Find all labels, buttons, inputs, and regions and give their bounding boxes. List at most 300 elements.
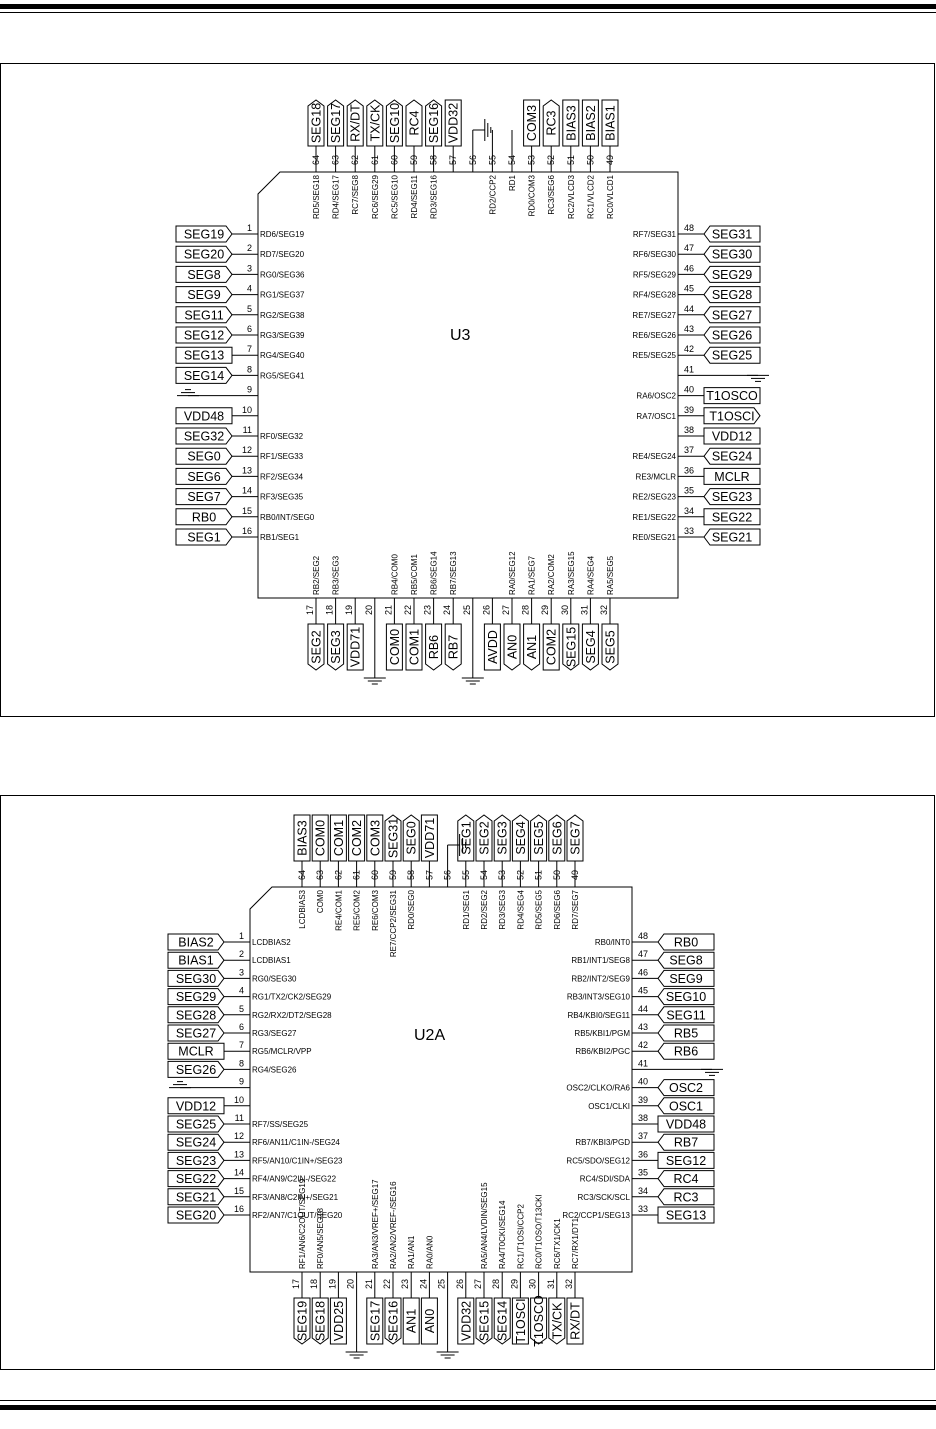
pin-2-number: 2 — [246, 243, 252, 254]
pin-28-function-label: RA1/SEG7 — [527, 555, 537, 595]
pin-50-number: 50 — [585, 154, 596, 165]
net-label-vdd48: VDD48 — [183, 409, 225, 424]
pin-60-number: 60 — [369, 869, 380, 880]
pin-6-number: 6 — [246, 324, 252, 334]
net-label-tx-ck: TX/CK — [368, 104, 383, 142]
pin-25-number: 25 — [436, 1279, 447, 1290]
pin-49-function-label: RD7/SEG7 — [571, 890, 580, 930]
pin-30-number: 30 — [527, 1279, 538, 1290]
pin-46-function-label: RF5/SEG29 — [632, 270, 676, 280]
pin-20-number: 20 — [363, 605, 374, 616]
net-label-vdd12: VDD12 — [711, 429, 753, 444]
pin-31-function-label: RA4/SEG4 — [586, 555, 596, 595]
pin-18-number: 18 — [309, 1279, 320, 1290]
net-label-com2: COM2 — [350, 819, 365, 857]
pin-48-function-label: RF7/SEG31 — [632, 230, 676, 239]
pin-53-function-label: RD3/SEG3 — [498, 890, 508, 930]
net-label-seg23: SEG23 — [711, 490, 753, 505]
pin-58-function-label: RD0/SEG0 — [407, 890, 417, 930]
pin-19-number: 19 — [327, 1279, 338, 1290]
pin-63-number: 63 — [315, 869, 326, 880]
pin-55-number: 55 — [487, 154, 498, 165]
net-label-seg11: SEG11 — [666, 1008, 706, 1023]
net-label-seg30: SEG30 — [175, 971, 217, 986]
pin-18-function-label: RB3/SEG3 — [331, 555, 341, 595]
net-label-seg1: SEG1 — [459, 821, 474, 855]
pin-26-number: 26 — [481, 605, 492, 616]
pin-28-number: 28 — [520, 605, 531, 616]
pin-34-function-label: RC3/SCK/SCL — [577, 1192, 630, 1202]
pin-21-function-label: RB4/COM0 — [390, 554, 400, 595]
pin-26-number: 26 — [454, 1279, 465, 1290]
pin-30-number: 30 — [559, 605, 570, 616]
pin-4-number: 4 — [246, 283, 252, 294]
pin-29-function-label: RC1/T1OSI/CCP2 — [516, 1204, 526, 1269]
net-label-avdd: AVDD — [485, 630, 500, 664]
pin-1-function-label: RD6/SEG19 — [260, 230, 305, 239]
net-label-mclr: MCLR — [714, 469, 750, 484]
pin-58-number: 58 — [428, 154, 439, 165]
pin-57-number: 57 — [424, 869, 435, 880]
net-label-seg2: SEG2 — [477, 821, 492, 855]
pin-24-function-label: RB7/SEG13 — [449, 551, 459, 595]
pin-23-number: 23 — [400, 1279, 411, 1290]
net-label-rx-dt: RX/DT — [568, 1302, 583, 1340]
net-label-rb0: RB0 — [191, 510, 217, 525]
pin-64-function-label: RD5/SEG18 — [312, 175, 321, 220]
pin-29-function-label: RA2/COM2 — [547, 554, 557, 595]
pin-55-function-label: RD2/CCP2 — [488, 175, 498, 215]
pin-22-number: 22 — [382, 1279, 392, 1290]
pin-48-number: 48 — [684, 223, 695, 233]
pin-39-function-label: RA7/OSC1 — [636, 411, 676, 421]
net-label-seg21: SEG21 — [711, 530, 753, 545]
pin-39-number: 39 — [684, 404, 695, 415]
net-label-rb5: RB5 — [673, 1026, 699, 1041]
net-label-rb0: RB0 — [673, 935, 699, 950]
pin-8-number: 8 — [246, 364, 252, 375]
net-label-seg5: SEG5 — [532, 821, 547, 855]
pin-51-function-label: RC2/VLCD3 — [566, 175, 576, 220]
pin-2-function-label: RD7/SEG20 — [260, 250, 305, 260]
pin-37-number: 37 — [684, 445, 695, 456]
pin-11-number: 11 — [242, 425, 252, 435]
net-label-seg31: SEG31 — [386, 817, 401, 859]
net-label-seg32: SEG32 — [183, 429, 225, 444]
net-label-seg0: SEG0 — [187, 449, 221, 464]
pin-22-function-label: RB5/COM1 — [410, 554, 419, 595]
pin-9-ground-icon — [169, 1082, 191, 1088]
pin-56-number: 56 — [442, 869, 453, 880]
pin-23-function-label: RA1/AN1 — [407, 1235, 417, 1269]
pin-12-function-label: RF6/AN11/C1IN-/SEG24 — [252, 1138, 340, 1148]
net-label-seg0: SEG0 — [404, 821, 419, 855]
pin-11-function-label: RF0/SEG32 — [260, 432, 304, 441]
pin-42-function-label: RB6/KBI2/PGC — [575, 1047, 630, 1057]
pin-24-number: 24 — [418, 1279, 429, 1290]
net-label-seg10: SEG10 — [665, 990, 707, 1005]
net-label-seg19: SEG19 — [295, 1300, 310, 1342]
net-label-seg7: SEG7 — [568, 821, 583, 855]
pin-43-number: 43 — [638, 1022, 649, 1032]
net-label-rx-dt: RX/DT — [348, 104, 363, 142]
pin-15-number: 15 — [241, 505, 252, 516]
pin-19-number: 19 — [344, 605, 355, 616]
net-label-seg8: SEG8 — [669, 953, 703, 968]
pin-32-number: 32 — [564, 1279, 574, 1290]
pin-38-number: 38 — [684, 425, 695, 435]
pin-46-function-label: RB2/INT2/SEG9 — [571, 974, 630, 984]
pin-43-function-label: RB5/KBI1/PGM — [574, 1029, 630, 1038]
pin-18-number: 18 — [324, 605, 335, 616]
pin-39-number: 39 — [638, 1094, 649, 1105]
net-label-seg17: SEG17 — [329, 102, 344, 144]
net-label-seg12: SEG12 — [183, 328, 225, 343]
net-label-seg6: SEG6 — [550, 821, 565, 855]
net-label-seg16: SEG16 — [427, 102, 442, 144]
net-label-an0: AN0 — [422, 1308, 437, 1334]
pin-32-number: 32 — [599, 605, 609, 616]
pin-38-number: 38 — [638, 1113, 649, 1123]
net-label-seg10: SEG10 — [387, 102, 402, 144]
pin-37-function-label: RB7/KBI3/PGD — [575, 1138, 630, 1148]
pin-55-number: 55 — [460, 869, 471, 880]
pin-18-function-label: RF0/AN5/SEG18 — [316, 1208, 326, 1269]
pin-5-function-label: RG2/SEG38 — [260, 310, 305, 320]
pin-27-number: 27 — [473, 1279, 483, 1290]
pin-1-number: 1 — [238, 931, 244, 941]
pin-50-function-label: RC1/VLCD2 — [586, 175, 596, 220]
pin-27-function-label: RA5/AN4/LVDIN/SEG15 — [480, 1182, 489, 1269]
pin-37-function-label: RE4/SEG24 — [632, 452, 676, 462]
pin-12-number: 12 — [241, 445, 252, 456]
pin-40-number: 40 — [638, 1076, 649, 1087]
pin-41-number: 41 — [638, 1058, 649, 1069]
pin-54-number: 54 — [479, 869, 489, 880]
pin-5-number: 5 — [238, 1003, 244, 1014]
pin-15-number: 15 — [233, 1185, 244, 1196]
pin-28-function-label: RA4/T0CKI/SEG14 — [498, 1200, 508, 1269]
pin-32-function-label: RA5/SEG5 — [606, 555, 615, 595]
pin-44-function-label: RB4/KBI0/SEG11 — [567, 1010, 630, 1020]
pin-14-function-label: RF4/AN9/C2IN-/SEG22 — [252, 1174, 337, 1184]
pin-3-number: 3 — [238, 967, 244, 978]
net-label-seg28: SEG28 — [711, 288, 753, 303]
net-label-seg16: SEG16 — [386, 1300, 401, 1342]
net-label-an0: AN0 — [505, 634, 520, 660]
net-label-com0: COM0 — [313, 819, 328, 857]
net-label-vdd12: VDD12 — [175, 1099, 217, 1114]
pin-22-number: 22 — [403, 605, 413, 616]
pin-27-number: 27 — [501, 605, 511, 616]
pin-44-number: 44 — [638, 1003, 649, 1014]
pin-9-number: 9 — [246, 384, 252, 395]
net-label-seg3: SEG3 — [329, 630, 344, 664]
pin-54-function-label: RD2/SEG2 — [480, 890, 489, 930]
pin-10-number: 10 — [233, 1094, 244, 1105]
pin-17-number: 17 — [291, 1279, 301, 1290]
pin-32-function-label: RC7/RX1/DT1 — [571, 1217, 580, 1269]
net-label-bias3: BIAS3 — [564, 105, 579, 141]
pin-44-function-label: RE7/SEG27 — [632, 310, 676, 320]
pin-59-number: 59 — [409, 154, 419, 165]
pin-47-number: 47 — [638, 949, 649, 960]
net-label-seg8: SEG8 — [187, 267, 221, 282]
pin-54-function-label: RD1 — [508, 175, 517, 192]
pin-49-function-label: RC0/VLCD1 — [606, 175, 615, 220]
net-label-vdd71: VDD71 — [348, 626, 363, 668]
net-label-bias3: BIAS3 — [295, 820, 310, 856]
pin-58-function-label: RD3/SEG16 — [429, 175, 439, 220]
pin-40-number: 40 — [684, 384, 695, 395]
pin-31-function-label: RC6/TX1/CK1 — [552, 1218, 562, 1269]
net-label-vdd25: VDD25 — [331, 1300, 346, 1342]
net-label-an1: AN1 — [404, 1308, 419, 1334]
net-label-seg29: SEG29 — [175, 990, 217, 1005]
net-label-seg13: SEG13 — [665, 1208, 707, 1223]
pin-23-function-label: RB6/SEG14 — [429, 551, 439, 595]
net-label-seg21: SEG21 — [175, 1190, 217, 1205]
net-label-seg25: SEG25 — [711, 348, 753, 363]
pin-48-number: 48 — [638, 931, 649, 941]
pin-64-function-label: LCDBIAS3 — [298, 890, 307, 929]
pin-40-function-label: RA6/OSC2 — [636, 391, 676, 401]
pin-13-function-label: RF5/AN10/C1IN+/SEG23 — [252, 1156, 343, 1166]
net-label-vdd71: VDD71 — [422, 817, 437, 859]
pin-60-number: 60 — [389, 154, 400, 165]
pin-61-number: 61 — [351, 869, 362, 880]
pin-21-function-label: RA3/AN3/VREF+/SEG17 — [370, 1179, 380, 1269]
pin-4-function-label: RG1/TX2/CK2/SEG29 — [252, 992, 332, 1002]
pin-33-function-label: RC2/CCP1/SEG13 — [562, 1211, 630, 1220]
pin-61-function-label: RC6/SEG29 — [370, 175, 380, 220]
pin-35-function-label: RC4/SDI/SDA — [579, 1174, 630, 1184]
net-label-rb6: RB6 — [673, 1044, 699, 1059]
pin-61-function-label: RE5/COM2 — [352, 890, 362, 931]
pin-34-number: 34 — [684, 505, 695, 516]
net-label-seg9: SEG9 — [669, 971, 703, 986]
pin-56-number: 56 — [467, 154, 478, 165]
net-label-seg14: SEG14 — [495, 1300, 510, 1342]
pin-62-function-label: RE4/COM1 — [334, 890, 344, 931]
net-label-seg19: SEG19 — [183, 227, 225, 242]
pin-45-number: 45 — [684, 283, 695, 294]
net-label-com1: COM1 — [407, 628, 422, 666]
pin-15-function-label: RB0/INT/SEG0 — [260, 512, 315, 522]
net-label-seg15: SEG15 — [564, 626, 579, 668]
pin-16-function-label: RB1/SEG1 — [260, 533, 300, 542]
pin-39-function-label: OSC1/CLKI — [588, 1101, 630, 1111]
net-label-seg6: SEG6 — [187, 469, 221, 484]
net-label-seg13: SEG13 — [183, 348, 225, 363]
pin-44-number: 44 — [684, 303, 695, 314]
pin-34-function-label: RE1/SEG22 — [632, 512, 676, 522]
pin-62-number: 62 — [350, 154, 361, 165]
net-label-vdd32: VDD32 — [459, 1300, 474, 1342]
net-label-rc3: RC3 — [544, 110, 559, 136]
pin-33-number: 33 — [684, 526, 695, 536]
net-label-seg17: SEG17 — [368, 1300, 383, 1342]
pin-14-number: 14 — [241, 485, 252, 496]
pin-30-function-label: RA3/SEG15 — [566, 551, 576, 595]
net-label-seg18: SEG18 — [309, 102, 324, 144]
pin-59-function-label: RE7/CCP2/SEG31 — [389, 890, 398, 958]
pin-13-function-label: RF2/SEG34 — [260, 472, 304, 482]
net-label-seg28: SEG28 — [175, 1008, 217, 1023]
net-label-seg30: SEG30 — [711, 247, 753, 262]
pin-6-function-label: RG3/SEG27 — [252, 1029, 297, 1038]
pin-49-number: 49 — [570, 869, 580, 880]
pin-41-ground-icon — [701, 1069, 723, 1075]
pin-50-function-label: RD6/SEG6 — [552, 890, 562, 930]
net-label-seg9: SEG9 — [187, 288, 221, 303]
pin-14-function-label: RF3/SEG35 — [260, 492, 304, 502]
net-label-bias1: BIAS1 — [178, 953, 214, 968]
pin-63-function-label: COM0 — [316, 890, 326, 914]
pin-25-number: 25 — [461, 605, 472, 616]
pin-64-number: 64 — [297, 869, 307, 880]
pin-62-number: 62 — [333, 869, 344, 880]
pin-17-function-label: RF1/AN6/C2OUT/SEG19 — [298, 1178, 307, 1269]
net-label-t1osci: T1OSCI — [709, 409, 755, 424]
pin-11-function-label: RF7/SS/SEG25 — [252, 1120, 309, 1129]
pin-21-number: 21 — [383, 605, 394, 616]
pin-35-function-label: RE2/SEG23 — [632, 492, 676, 502]
net-label-osc1: OSC1 — [668, 1099, 704, 1114]
pin-7-number: 7 — [238, 1040, 244, 1051]
pin-16-function-label: RF2/AN7/C1OUT/SEG20 — [252, 1211, 343, 1220]
pin-8-function-label: RG5/SEG41 — [260, 371, 305, 381]
net-label-seg5: SEG5 — [603, 630, 618, 664]
net-label-com0: COM0 — [387, 628, 402, 666]
pin-54-number: 54 — [507, 154, 517, 165]
pin-22-function-label: RA2/AN2/VREF-/SEG16 — [389, 1181, 398, 1269]
net-label-tx-ck: TX/CK — [550, 1302, 565, 1340]
pin-5-number: 5 — [246, 303, 252, 314]
pin-45-number: 45 — [638, 985, 649, 996]
pin-16-number: 16 — [233, 1204, 244, 1214]
pin-51-number: 51 — [533, 869, 544, 880]
pin-63-function-label: RD4/SEG17 — [331, 175, 341, 220]
pin-42-number: 42 — [638, 1040, 649, 1051]
pin-50-number: 50 — [551, 869, 562, 880]
pin-2-function-label: LCDBIAS1 — [252, 956, 291, 966]
net-label-osc2: OSC2 — [668, 1081, 704, 1096]
pin-33-number: 33 — [638, 1204, 649, 1214]
net-label-seg18: SEG18 — [313, 1300, 328, 1342]
net-label-t1osco: T1OSCO — [706, 389, 758, 404]
pin-43-function-label: RE6/SEG26 — [632, 331, 676, 340]
pin-10-number: 10 — [241, 404, 252, 415]
pin-17-function-label: RB2/SEG2 — [312, 555, 321, 595]
net-label-rc4: RC4 — [673, 1172, 699, 1187]
net-label-com3: COM3 — [368, 819, 383, 857]
pin-52-number: 52 — [515, 869, 526, 880]
pin-12-number: 12 — [233, 1131, 244, 1142]
pin-8-number: 8 — [238, 1058, 244, 1069]
pin-3-number: 3 — [246, 263, 252, 274]
net-label-bias1: BIAS1 — [603, 105, 618, 141]
net-label-seg12: SEG12 — [665, 1153, 707, 1168]
net-label-seg20: SEG20 — [175, 1208, 217, 1223]
pin-37-number: 37 — [638, 1131, 649, 1142]
pin-53-number: 53 — [526, 154, 537, 165]
pin-62-function-label: RC7/SEG8 — [351, 175, 361, 215]
pin-46-number: 46 — [638, 967, 649, 978]
net-label-seg23: SEG23 — [175, 1153, 217, 1168]
pin-42-function-label: RE5/SEG25 — [632, 351, 676, 361]
net-label-seg27: SEG27 — [175, 1026, 217, 1041]
pin-53-function-label: RD0/COM3 — [527, 175, 537, 217]
pin-13-number: 13 — [233, 1149, 244, 1160]
net-label-bias2: BIAS2 — [583, 105, 598, 141]
pin-20-number: 20 — [345, 1279, 356, 1290]
net-label-bias2: BIAS2 — [178, 935, 214, 950]
pin-3-function-label: RG0/SEG36 — [260, 270, 305, 280]
pin-48-function-label: RB0/INT0 — [594, 938, 630, 947]
pin-33-function-label: RE0/SEG21 — [632, 533, 676, 542]
net-label-seg3: SEG3 — [495, 821, 510, 855]
pin-60-function-label: RE6/COM3 — [370, 890, 380, 931]
net-label-seg24: SEG24 — [175, 1135, 217, 1150]
net-label-seg22: SEG22 — [175, 1172, 217, 1187]
net-label-seg7: SEG7 — [187, 490, 221, 505]
chip-label: U3 — [450, 327, 471, 344]
pin-63-number: 63 — [330, 154, 341, 165]
pin-43-number: 43 — [684, 324, 695, 334]
net-label-com1: COM1 — [331, 819, 346, 857]
net-label-t1osci: T1OSCI — [513, 1298, 528, 1344]
pin-53-number: 53 — [497, 869, 508, 880]
net-label-mclr: MCLR — [178, 1044, 214, 1059]
pin-31-number: 31 — [579, 605, 590, 616]
pin-60-function-label: RC5/SEG10 — [390, 175, 400, 220]
pin-51-function-label: RD5/SEG5 — [534, 890, 544, 930]
pin-28-number: 28 — [491, 1279, 502, 1290]
pin-46-number: 46 — [684, 263, 695, 274]
pin-59-number: 59 — [388, 869, 398, 880]
pin-7-function-label: RG5/MCLR/VPP — [252, 1047, 312, 1057]
pin-47-function-label: RB1/INT1/SEG8 — [571, 956, 630, 966]
net-label-seg4: SEG4 — [583, 630, 598, 664]
net-label-seg20: SEG20 — [183, 247, 225, 262]
net-label-seg4: SEG4 — [513, 821, 528, 855]
pin-16-number: 16 — [241, 526, 252, 536]
net-label-rc3: RC3 — [673, 1190, 699, 1205]
pin-52-function-label: RC3/SEG6 — [547, 175, 557, 215]
net-label-seg11: SEG11 — [184, 308, 224, 323]
pin-24-function-label: RA0/AN0 — [425, 1235, 435, 1269]
pin-6-number: 6 — [238, 1022, 244, 1032]
pin-52-number: 52 — [546, 154, 557, 165]
pin-52-function-label: RD4/SEG4 — [516, 890, 526, 930]
net-label-seg31: SEG31 — [711, 227, 753, 242]
pin-34-number: 34 — [638, 1185, 649, 1196]
pin-61-number: 61 — [369, 154, 380, 165]
pin-57-number: 57 — [448, 154, 459, 165]
pin-1-number: 1 — [246, 223, 252, 233]
pin-36-function-label: RC5/SDO/SEG12 — [566, 1156, 630, 1166]
pin-4-function-label: RG1/SEG37 — [260, 290, 305, 300]
net-label-seg26: SEG26 — [175, 1062, 217, 1077]
net-label-vdd48: VDD48 — [665, 1117, 707, 1132]
pin-45-function-label: RB3/INT3/SEG10 — [566, 992, 630, 1002]
pin-2-number: 2 — [238, 949, 244, 960]
net-label-an1: AN1 — [525, 634, 540, 660]
pin-31-number: 31 — [545, 1279, 556, 1290]
net-label-seg27: SEG27 — [711, 308, 753, 323]
net-label-com2: COM2 — [544, 628, 559, 666]
